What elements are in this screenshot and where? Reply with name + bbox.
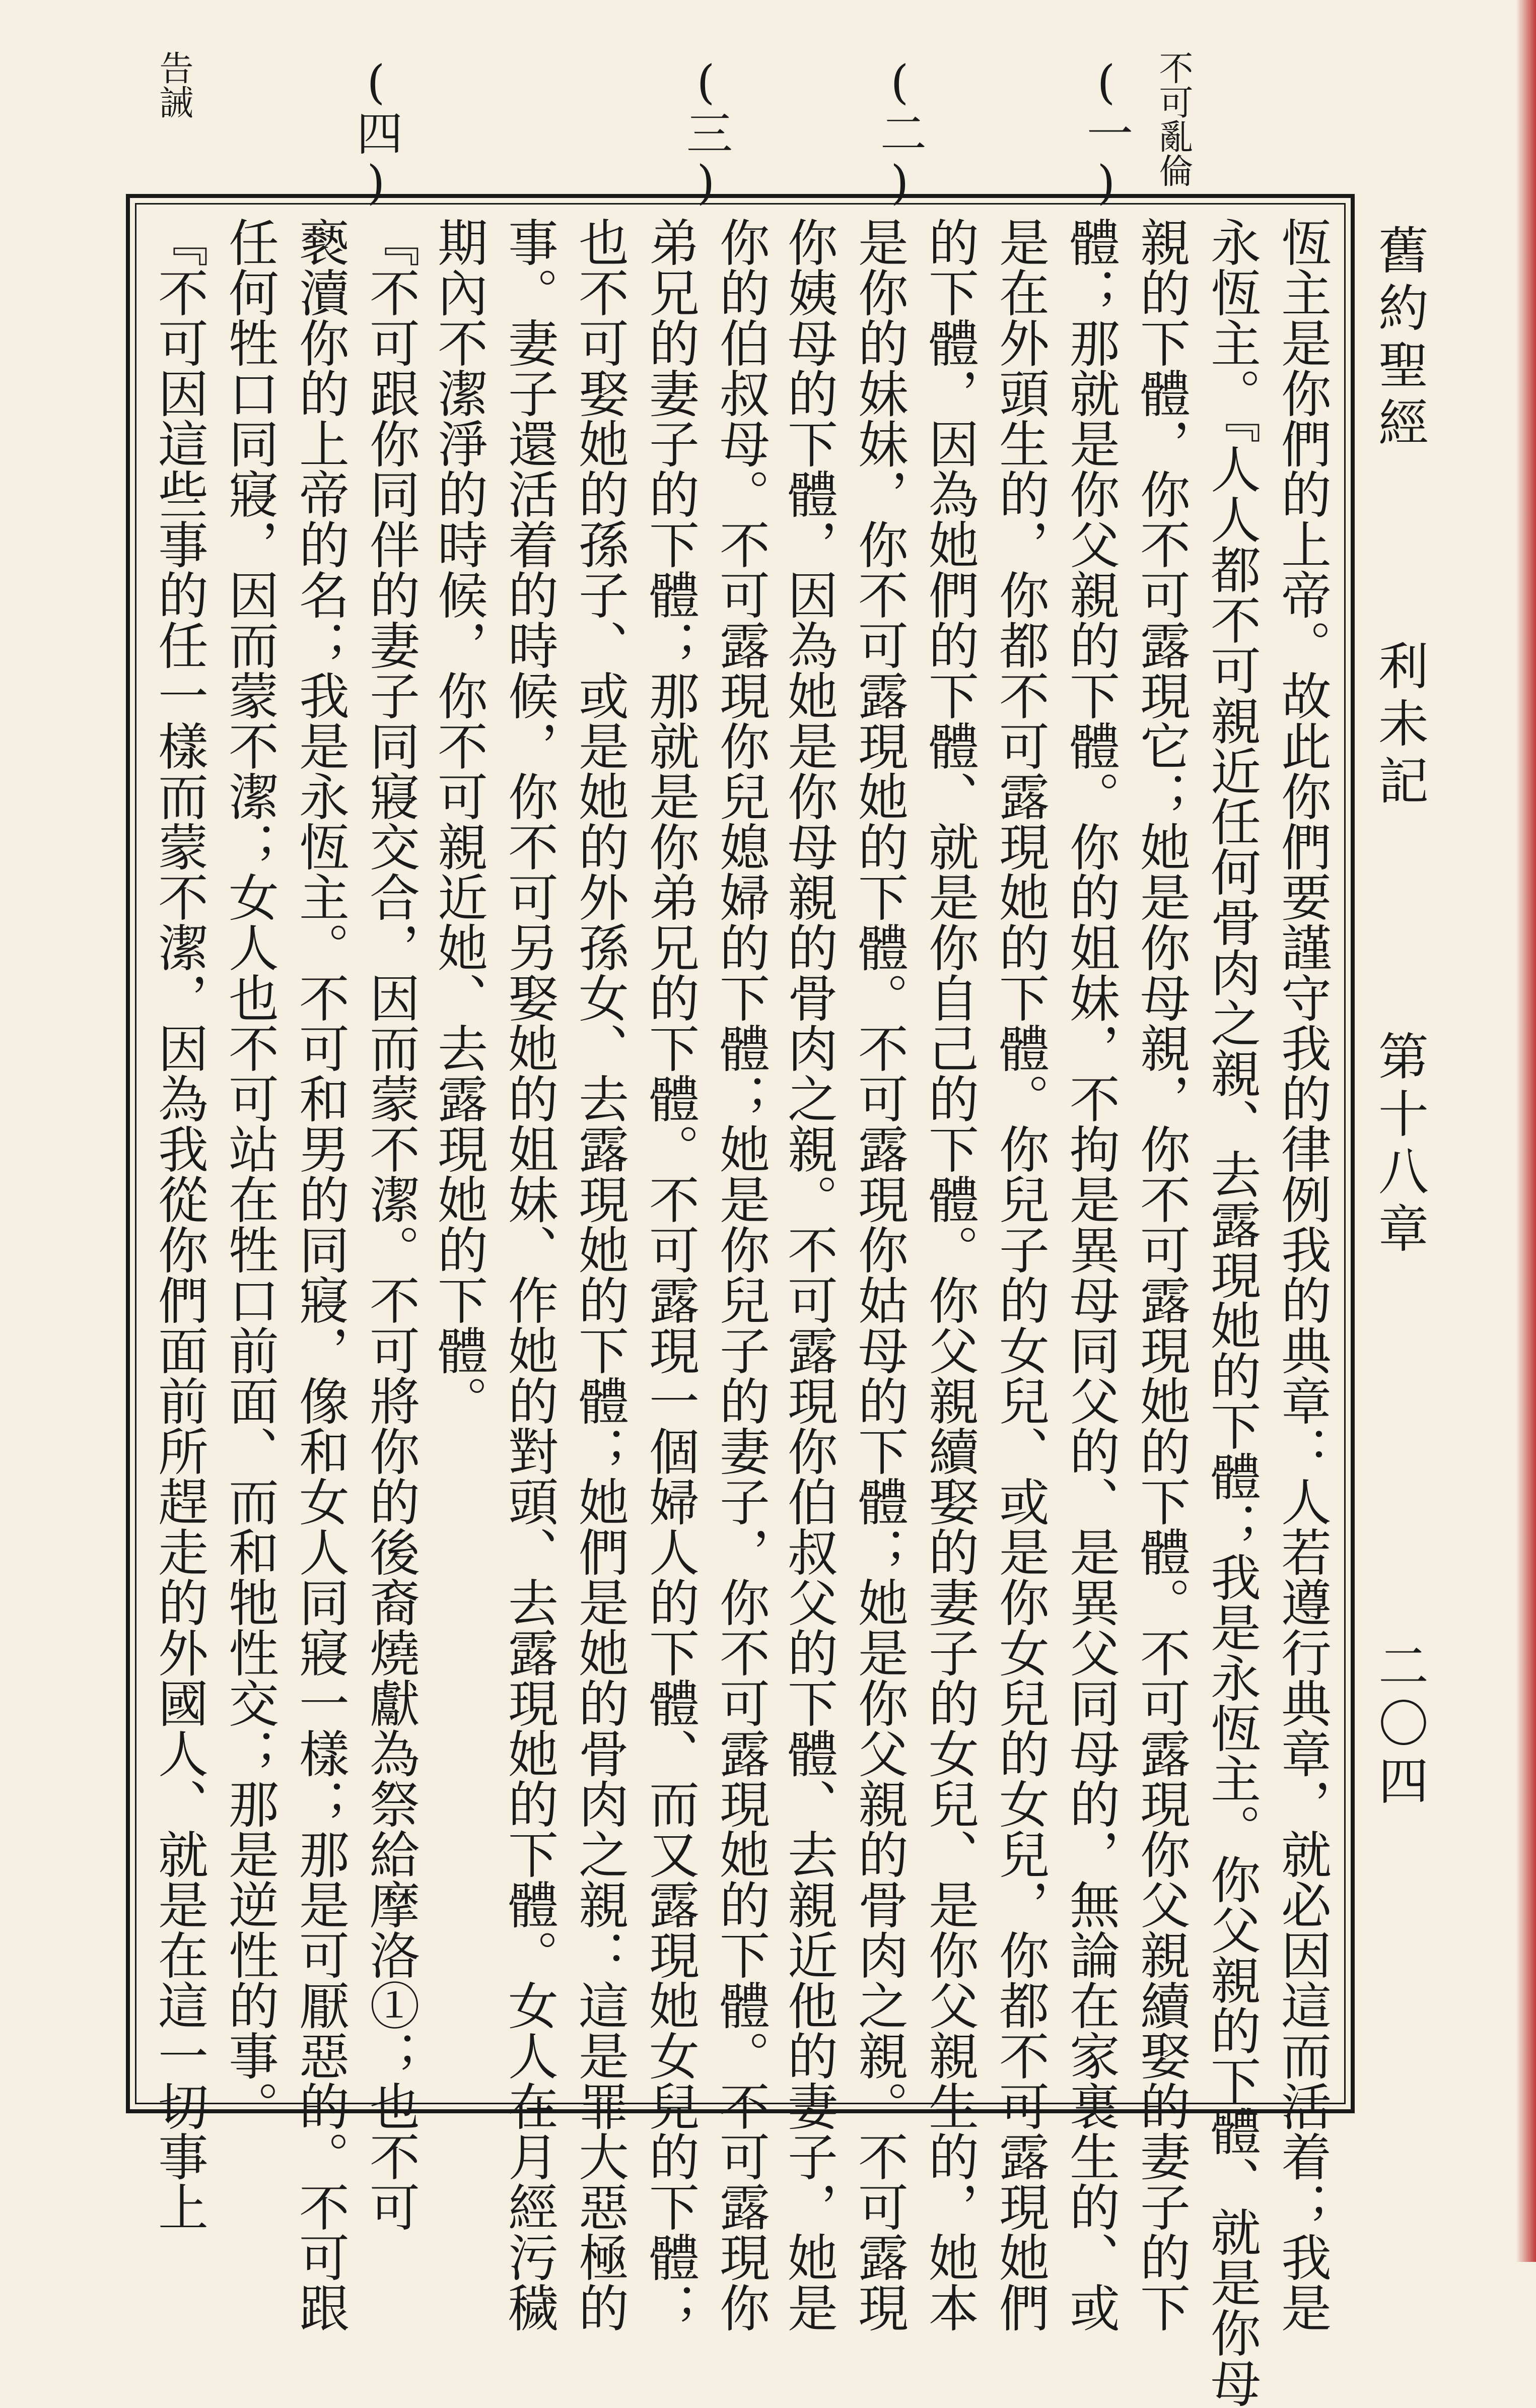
text-column: 『不可跟你同伴的妻子同寢交合，因而蒙不潔。不可將你的後裔燒獻為祭給摩洛①；也不可 <box>361 217 420 2232</box>
text-column: 『不可因這些事的任一樣而蒙不潔，因為我從你們面前所趕走的外國人、就是在這一切事上 <box>150 217 208 2232</box>
text-column: 弟兄的妻子的下體；那就是你弟兄的下體。不可露現一個婦人的下體、而又露現她女兒的下體； <box>641 217 700 2332</box>
text-column: 褻瀆你的上帝的名；我是永恆主。不可和男的同寢，像和女人同寢一樣；那是可厭惡的。不可跟 <box>291 217 350 2332</box>
text-column: 體；那就是你父親的下體。你的姐妹，不拘是異母同父的、是異父同母的，無論在家裏生的、或 <box>1061 217 1120 2332</box>
text-column: 永恆主。『人人都不可親近任何骨肉之親、去露現她的下體；我是永恆主。你父親的下體、就是你母 <box>1202 217 1261 2408</box>
text-column: 的下體，因為她們的下體、就是你自己的下體。你父親續娶的妻子的女兒、是你父親生的，她本 <box>920 217 979 2332</box>
book-title: 舊約聖經 <box>1370 224 1429 454</box>
text-column: 你姨母的下體，因為她是你母親的骨肉之親。不可露現你伯叔父的下體、去親近他的妻子，她是 <box>779 217 838 2332</box>
text-column: 期內不潔淨的時候，你不可親近她、去露現她的下體。 <box>429 217 488 1426</box>
text-column: 事。妻子還活着的時候，你不可另娶她的姐妹、作她的對頭、去露現她的下體。女人在月經污穢 <box>500 217 558 2332</box>
page-spine-edge <box>1516 0 1536 2262</box>
text-column: 親的下體，你不可露現它；她是你母親，你不可露現她的下體。不可露現你父親續娶的妻子的下 <box>1132 217 1191 2332</box>
chapter-title: 第十八章 <box>1370 1030 1429 1260</box>
margin-note-4: (四) <box>349 55 403 210</box>
text-column: 是你的妹妹，你不可露現她的下體。不可露現你姑母的下體；她是你父親的骨肉之親。不可露現 <box>850 217 909 2332</box>
margin-warning: 告誡 <box>154 50 193 119</box>
section-title: 利未記 <box>1370 640 1429 812</box>
text-column: 恆主是你們的上帝。故此你們要謹守我的律例我的典章：人若遵行典章，就必因這而活着；我是 <box>1273 217 1332 2332</box>
text-column: 你的伯叔母。不可露現你兒媳婦的下體；她是你兒子的妻子，你不可露現她的下體。不可露現你 <box>711 217 770 2332</box>
page-number: 二〇四 <box>1370 1640 1429 1812</box>
margin-note-1: (一) <box>1079 55 1133 210</box>
text-column: 也不可娶她的孫子、或是她的外孫女、去露現她的下體；她們是她的骨肉之親：這是罪大惡極的 <box>570 217 629 2332</box>
text-column: 任何牲口同寢，因而蒙不潔；女人也不可站在牲口前面、而和牠性交；那是逆性的事。 <box>220 217 279 2131</box>
margin-heading: 不可亂倫 <box>1153 50 1193 187</box>
text-column: 是在外頭生的，你都不可露現她的下體。你兒子的女兒、或是你女兒的女兒，你都不可露現她們 <box>991 217 1050 2332</box>
margin-note-2: (二) <box>873 55 927 210</box>
margin-note-3: (三) <box>679 55 733 210</box>
